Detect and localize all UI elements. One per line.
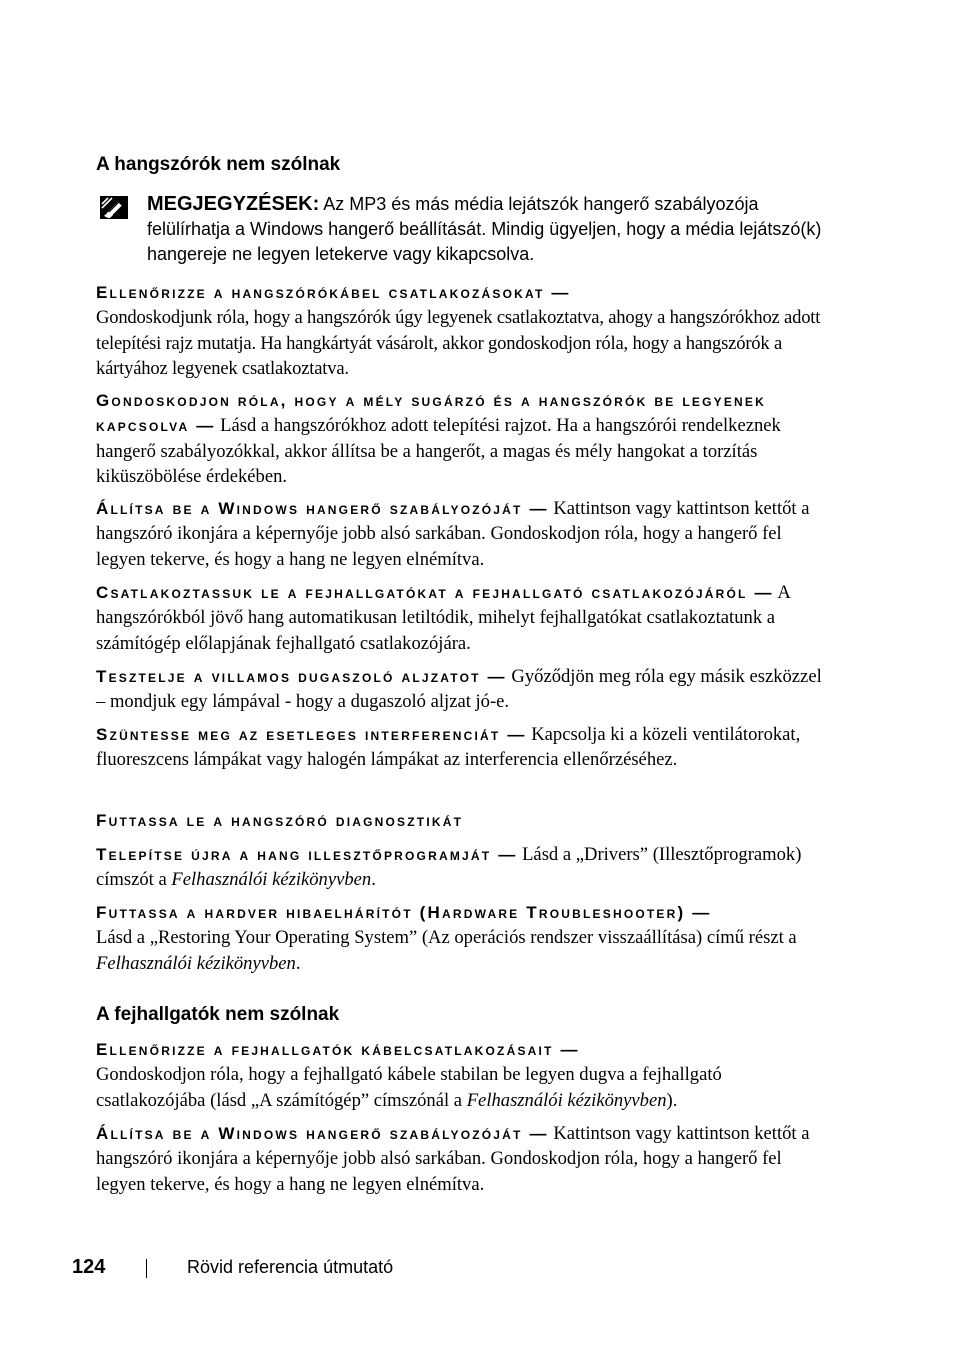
- note-body: Az MP3 és más média lejátszók hangerő szabályozója felülírhatja a Windows hangerő beállítását. Mindig ügyeljen, hogy a média lejátszó(k) hangereje ne legyen letekerve vagy kikapcsolva.: [147, 194, 822, 264]
- item-check-headphone-cable: [96, 1037, 824, 1113]
- item-lead: Állítsa be a Windows hangerő szabályozóját —: [96, 1124, 549, 1143]
- item-windows-volume: [96, 496, 824, 572]
- item-hardware-troubleshooter: [96, 900, 824, 976]
- item-run-diagnostics: [96, 808, 824, 833]
- item-tail: .: [371, 869, 376, 891]
- item-lead: Futtassa a hardver hibaelhárítót (Hardware Troubleshooter) —: [96, 903, 712, 922]
- item-lead: Állítsa be a Windows hangerő szabályozóját —: [96, 499, 549, 518]
- item-lead: Gondoskodjon róla, hogy a mély sugárzó és a hangszórók be legyenek kapcsolva —: [96, 391, 766, 436]
- note-text: [147, 192, 837, 267]
- item-text: Gondoskodjunk róla, hogy a hangszórók úgy legyenek csatlakoztatva, ahogy a hangszórókhoz adott telepítési rajz mutatja. Ha hangkártyát vásárolt, akkor gondoskodjon róla, hogy a hangszórók a kártyához legyenek csatlakoztatva.: [96, 307, 821, 379]
- item-windows-volume-2: [96, 1121, 824, 1197]
- item-italic: Felhasználói kézikönyvben: [96, 952, 296, 974]
- item-italic: Felhasználói kézikönyvben: [171, 869, 372, 891]
- item-interference: [96, 722, 824, 773]
- item-text: Gondoskodjon róla, hogy a fejhallgató kábele stabilan be legyen dugva a fejhallgató csatlakozójába (lásd „A számítógép” címszónál a: [96, 1064, 722, 1111]
- item-text: A hangszórókból jövő hang automatikusan letiltódik, mihelyt fejhallgatókat csatlakoztatunk a számítógép előlapjának fejhallgató csatlakozójára.: [96, 582, 790, 654]
- item-text: Lásd a hangszórókhoz adott telepítési rajzot. Ha a hangszórói rendelkeznek hangerő szabályozókkal, akkor állítsa be a hangerőt, a magas és mély hangokat a torzítás kiküszöbölése érdekében.: [96, 415, 781, 487]
- note-label: MEGJEGYZÉSEK:: [147, 193, 320, 215]
- item-text: Lásd a „Drivers” (Illesztőprogramok) címszót a: [96, 844, 802, 891]
- item-text: Kattintson vagy kattintson kettőt a hangszóró ikonjára a képernyője jobb alsó sarkában. Gondoskodjon róla, hogy a hangerő fel legyen tekerve, és hogy a hang ne legyen elnémítva.: [96, 498, 810, 570]
- item-italic: Felhasználói kézikönyvben: [466, 1089, 667, 1111]
- item-text: Kapcsolja ki a közeli ventilátorokat, fluoreszcens lámpákat vagy halogén lámpákat az interferencia ellenőrzéséhez.: [96, 724, 801, 771]
- item-lead: Ellenőrizze a hangszórókábel csatlakozásokat —: [96, 283, 571, 302]
- section-title-headphones: A fejhallgatók nem szólnak: [96, 1004, 340, 1025]
- item-text: Kattintson vagy kattintson kettőt a hangszóró ikonjára a képernyője jobb alsó sarkában. Gondoskodjon róla, hogy a hangerő fel legyen tekerve, és hogy a hang ne legyen elnémítva.: [96, 1123, 810, 1195]
- item-text: Lásd a „Restoring Your Operating System” (Az operációs rendszer visszaállítása) című részt a: [96, 927, 797, 949]
- item-lead: Telepítse újra a hang illesztőprogramját —: [96, 845, 518, 864]
- item-lead: Tesztelje a villamos dugaszoló aljzatot —: [96, 667, 507, 686]
- footer-title: Rövid referencia útmutató: [187, 1257, 394, 1277]
- item-lead: Futtassa le a hangszóró diagnosztikát: [96, 811, 464, 830]
- section-title-speakers: A hangszórók nem szólnak: [96, 154, 341, 175]
- item-lead: Csatlakoztassuk le a fejhallgatókat a fejhallgató csatlakozójáról —: [96, 583, 774, 602]
- page-number: 124: [72, 1256, 106, 1278]
- item-text: Győződjön meg róla egy másik eszközzel – mondjuk egy lámpával - hogy a dugaszoló aljzat jó-e.: [96, 666, 822, 713]
- note-pencil-icon: [100, 196, 128, 219]
- item-subwoofer-on: [96, 388, 824, 489]
- item-reinstall-driver: [96, 842, 824, 893]
- item-lead: Ellenőrizze a fejhallgatók kábelcsatlakozásait —: [96, 1040, 580, 1059]
- item-tail: .: [295, 952, 301, 974]
- footer-divider: [146, 1259, 147, 1278]
- item-check-cable: [96, 280, 824, 381]
- item-lead: Szüntesse meg az esetleges interferenciát —: [96, 725, 527, 744]
- item-tail: ).: [666, 1089, 678, 1111]
- item-test-outlet: [96, 664, 824, 715]
- item-disconnect-headphones: [96, 580, 824, 656]
